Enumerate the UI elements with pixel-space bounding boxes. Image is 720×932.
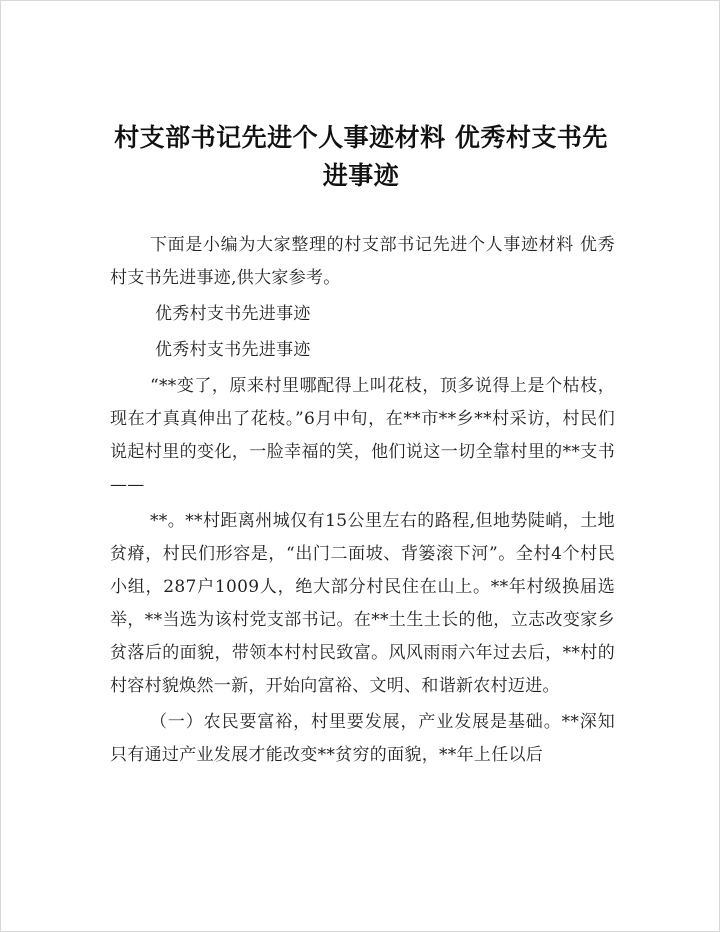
subheading: 优秀村支书先进事迹 — [155, 304, 311, 324]
intro-paragraph: 下面是小编为大家整理的村支部书记先进个人事迹材料 优秀村支书先进事迹,供大家参考。 — [110, 235, 615, 288]
title-line-1: 村支部书记先进个人事迹材料 优秀村支书先 — [114, 123, 608, 152]
subheading: 优秀村支书先进事迹 — [155, 340, 311, 360]
body-paragraph: **。**村距离州城仅有15公里左右的路程,但地势陡峭，土地贫瘠，村民们形容是，“出门二面坡、背篓滚下河”。全村4个村民小组，287户1009人，绝大部分村民住在山上。**年村级换届选举，**当选为该村党支部书记。在**土生土长的他，立志改变家乡贫落后的面貌，带领本村村民致富。风风雨雨六年过去后，**村的村容村貌焕然一新，开始向富裕、文明、和谐新农村迈进。 — [110, 511, 615, 696]
title-line-2: 进事迹 — [322, 161, 400, 190]
body-paragraph: “**变了，原来村里哪配得上叫花枝，顶多说得上是个枯枝，现在才真真伸出了花枝。”6月中旬，在**市**乡**村采访，村民们说起村里的变化，一脸幸福的笑，他们说这一切全靠村里的**支书—— — [110, 376, 615, 495]
body-paragraph: （一）农民要富裕，村里要发展，产业发展是基础。**深知只有通过产业发展才能改变**贫穷的面貌，**年上任以后 — [110, 712, 615, 765]
document-body — [110, 229, 615, 775]
document-title — [61, 119, 661, 195]
